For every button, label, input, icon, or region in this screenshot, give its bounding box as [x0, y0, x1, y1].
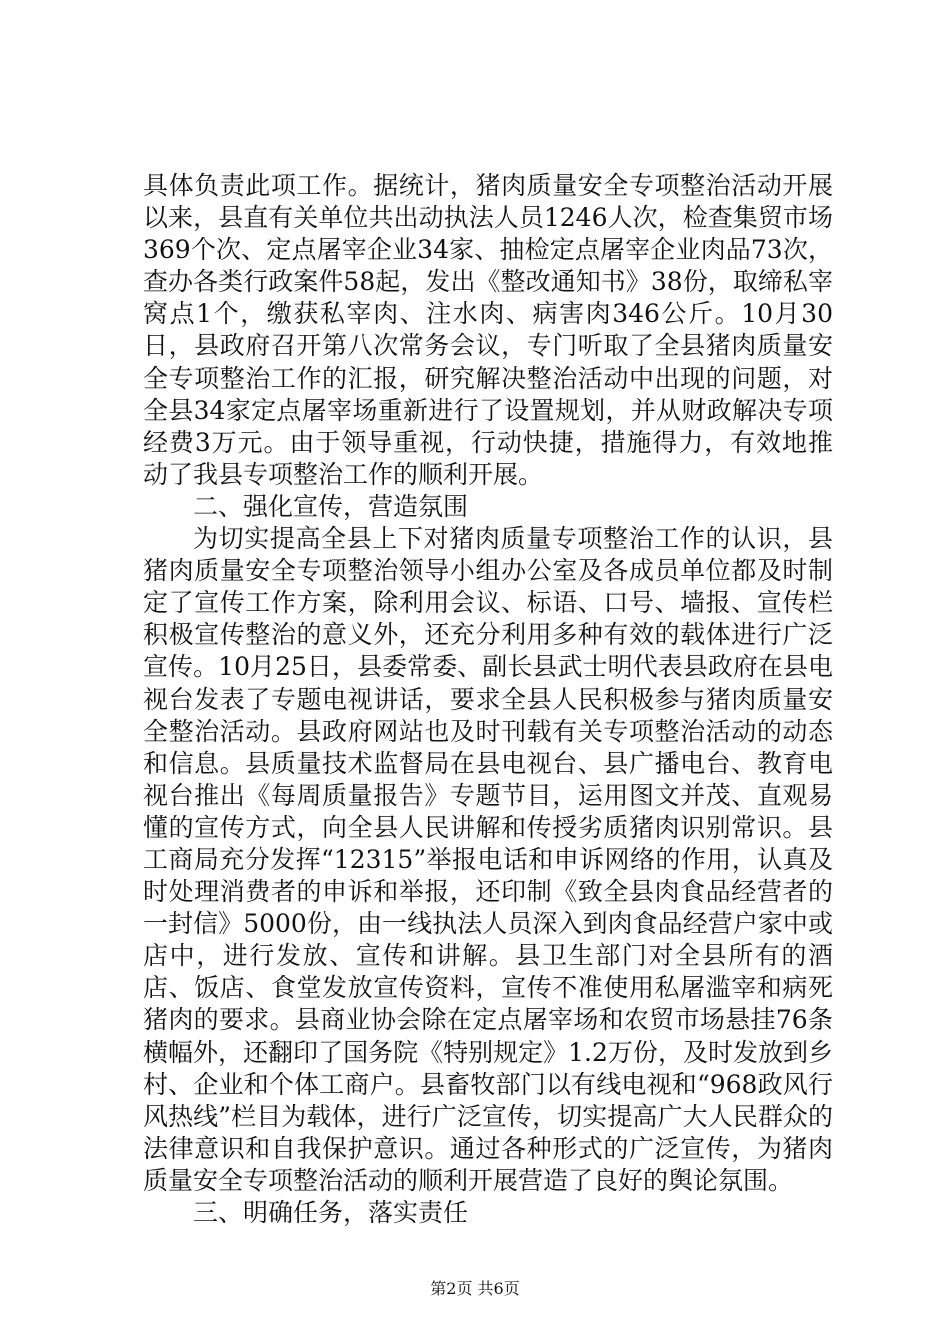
page-footer [0, 1279, 950, 1299]
document-body [143, 170, 833, 1229]
paragraph-continuation: 具体负责此项工作。据统计，猪肉质量安全专项整治活动开展以来，县直有关单位共出动执法人员1246人次，检查集贸市场369个次、定点屠宰企业34家、抽检定点屠宰企业肉品73次，查办各类行政案件58起，发出《整改通知书》38份，取缔私宰窝点1个，缴获私宰肉、注水肉、病害肉346公斤。10月30日，县政府召开第八次常务会议，专门听取了全县猪肉质量安全专项整治工作的汇报，研究解决整治活动中出现的问题，对全县34家定点屠宰场重新进行了设置规划，并从财政解决专项经费3万元。由于领导重视，行动快捷，措施得力，有效地推动了我县专项整治工作的顺利开展。 [143, 171, 833, 489]
section-heading-tasks: 三、明确任务，落实责任 [193, 1198, 469, 1227]
paragraph-publicity: 为切实提高全县上下对猪肉质量专项整治工作的认识，县猪肉质量安全专项整治领导小组办公室及各成员单位都及时制定了宣传工作方案，除利用会议、标语、口号、墙报、宣传栏积极宣传整治的意义外，还充分利用多种有效的载体进行广泛宣传。10月25日，县委常委、副长县武士明代表县政府在县电视台发表了专题电视讲话，要求全县人民积极参与猪肉质量安全整治活动。县政府网站也及时刊载有关专项整治活动的动态和信息。县质量技术监督局在县电视台、县广播电台、教育电视台推出《每周质量报告》专题节目，运用图文并茂、直观易懂的宣传方式，向全县人民讲解和传授劣质猪肉识别常识。县工商局充分发挥“12315”举报电话和申诉网络的作用，认真及时处理消费者的申诉和举报，还印制《致全县肉食品经营者的一封信》5000份，由一线执法人员深入到肉食品经营户家中或店中，进行发放、宣传和讲解。县卫生部门对全县所有的酒店、饭店、食堂发放宣传资料，宣传不准使用私屠滥宰和病死猪肉的要求。县商业协会除在定点屠宰场和农贸市场悬挂76条横幅外，还翻印了国务院《特别规定》1.2万份，及时发放到乡村、企业和个体工商户。县畜牧部门以有线电视和“968政风行风热线”栏目为载体，进行广泛宣传，切实提高广大人民群众的法律意识和自我保护意识。通过各种形式的广泛宣传，为猪肉质量安全专项整治活动的顺利开展营造了良好的舆论氛围。 [143, 524, 833, 1195]
page-number: 第2页 共6页 [430, 1279, 520, 1298]
section-heading-publicity: 二、强化宣传，营造氛围 [193, 491, 469, 521]
